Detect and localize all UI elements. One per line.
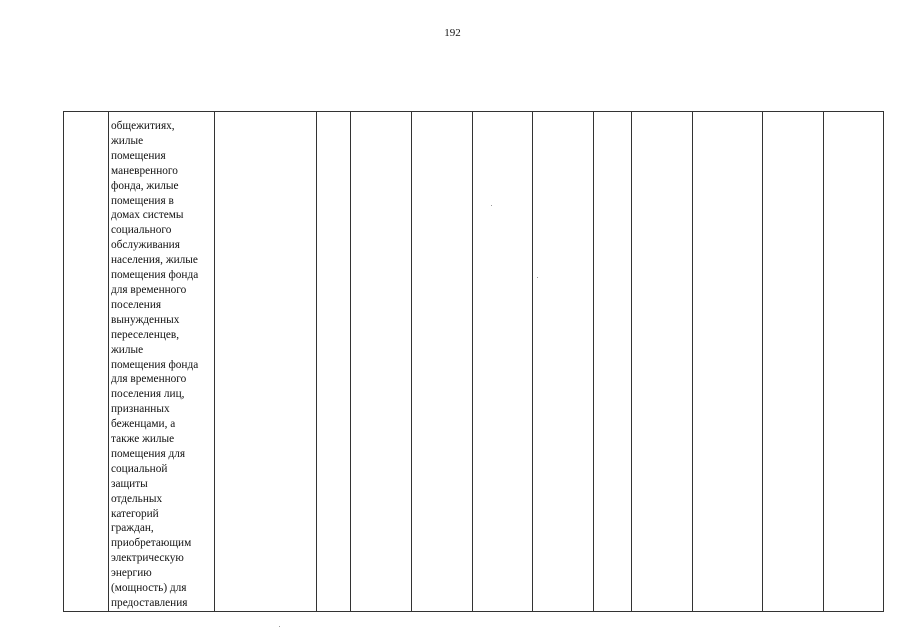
scan-speck: [537, 277, 538, 278]
table: [63, 111, 884, 612]
column-divider: [350, 112, 351, 611]
column-divider: [472, 112, 473, 611]
column-divider: [823, 112, 824, 611]
column-divider: [631, 112, 632, 611]
column-divider: [692, 112, 693, 611]
column-divider: [316, 112, 317, 611]
scan-speck: [279, 626, 280, 627]
column-divider: [762, 112, 763, 611]
column-divider: [532, 112, 533, 611]
column-divider: [593, 112, 594, 611]
column-divider: [108, 112, 109, 611]
table-cell-consumer-description: общежитиях, жилые помещения маневренного фонда, жилые помещения в домах системы социального обслуживания населения, жилые помещения фонда для временного поселения вынужденных переселенцев, жилые помещения фонда для временного поселения лиц, признанных беженцами, а также жилые помещения для социальной защиты отдельных категорий граждан, приобретающим электрическую энергию (мощность) для предоставления: [111, 120, 199, 609]
page-number: 192: [444, 27, 461, 39]
column-divider: [411, 112, 412, 611]
scan-speck: [491, 205, 492, 206]
